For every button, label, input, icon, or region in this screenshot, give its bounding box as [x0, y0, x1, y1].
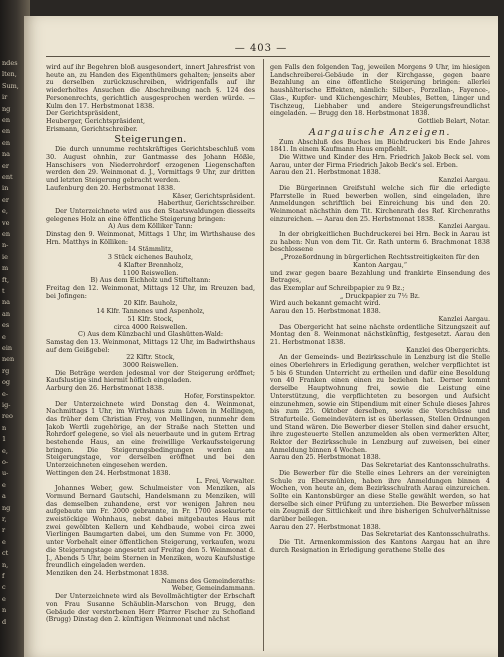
- paragraph: In der obrigkeitlichen Buchdruckerei bei Hrn. Beck in Aarau ist zu haben: Nun von dem Tit. Gr. Rath unterm 6. Brachmonat 1838 beschlossene: [270, 230, 490, 254]
- edge-fragment: es: [2, 321, 10, 330]
- edge-fragment: 1: [2, 435, 7, 444]
- edge-fragment: a: [2, 492, 6, 501]
- centered-line: B) Aus dem Eichholz und Stifteltann:: [90, 276, 211, 285]
- edge-fragment: en: [2, 116, 11, 124]
- edge-fragment: ndes: [2, 59, 18, 67]
- centered-line: „ Druckpapier zu 7½ Bz.: [340, 291, 420, 300]
- paragraph: wird auf ihr Begehren bloß ausgesondert, innert Jahresfrist von heute an, zu Handen des Eigenthümers gehalten; jenseits aber zu derselben zurückzuschreiben, widrigenfalls auf ihr wiederholtes Ansuchen die Abschreibung nach §. 124 des Personenrechts, gerichtlich ausgesprochen werden würde. — Kulm den 17. Herbstmonat 1838.: [46, 64, 255, 110]
- edge-fragment: an: [2, 309, 11, 318]
- edge-fragment: ent: [2, 173, 13, 181]
- edge-fragment: n: [2, 606, 7, 615]
- edge-fragment: en: [2, 230, 11, 238]
- paragraph: Johannes Weber, gew. Schulmeister von Menziken, als Vormund Bernard Gautschi, Handelsmann zu Menziken, will das demselben zuhandene, erst vor wenigen Jahren neu aufgebaute um Fr. 2000 gebrannte, in Fr. 1700 assekurierte zweistöckige Wohnhaus, nebst dabei mitgebautes Haus mit zwei gewölbten Kellern und Kehdbaude, wobei circa zwei Vierlingen Baumgarten dabei, um den Summe von Fr. 3000, unter Vorbehalt einer öffentlichen Steigerung, verkaufen, wozu die Steigerungstage angesetzt auf Freitag den 5. Weinmonat d. J., Abends 5 Uhr, beim Sternen in Menziken, wozu Kaufslustige freundlich eingeladen werden.: [46, 484, 255, 570]
- edge-fragment: in: [2, 184, 9, 193]
- centered-line: 51 Klfr. Stock,: [127, 314, 174, 323]
- paragraph: Die Wittwe und Kinder des Hrn. Friedrich Jakob Beck sel. vom Aarau, unter der Firma Friedrich Jakob Beck's sel. Erben.: [270, 153, 490, 169]
- edge-fragment: n: [2, 423, 7, 432]
- edge-fragment: lten,: [2, 70, 17, 79]
- signature-line: Erismann, Gerichtschreiber.: [46, 124, 138, 133]
- paragraph: Aarau den 21. Herbstmonat 1838.: [270, 168, 381, 177]
- paragraph: Wettingen den 24. Herbstmonat 1838.: [46, 468, 171, 477]
- signature-line: Das Sekretariat des Kantonsschulraths.: [361, 530, 490, 539]
- signature-line: Kanzlei Aargau.: [438, 222, 490, 231]
- edge-fragment: e,: [2, 207, 8, 216]
- centered-line: „Prozeßordnung in bürgerlichen Rechtsstreitigkeiten für den Kanton Aargau,“: [280, 253, 480, 269]
- edge-fragment: ng: [2, 104, 11, 113]
- edge-fragment: t: [2, 287, 5, 295]
- centered-line: 14 Stämmlitz,: [127, 245, 174, 254]
- paragraph: Der Unterzeichnete wird Donstag den 4. Weinmonat, Nachmittags 1 Uhr, im Wirthshaus zum Löwen in Mellingen, das früher dem Christian Frey, von Mellingen, nunmehr dem Jakob Wertli zugehörige, an der Straße nach Stetten und Rohrdorf gelegene, so viel als neuerbaute und in gutem Ertrag bestehende Haus, an eine freiwillige Verkaufssteigerung bringen. Die Steigerungsbedingungen werden am Steigerungstage, vor derselben eröffnet und bei den Unterzeichneten eingesehen werden.: [46, 399, 255, 470]
- signature-line: Haberthur, Gerichtsschreiber.: [157, 199, 255, 208]
- top-rule: [46, 56, 490, 57]
- signature-line: L. Frei, Verwalter.: [196, 476, 255, 485]
- paragraph: und zwar gegen baare Bezahlung und frankirte Einsendung des Betrages,: [270, 268, 490, 285]
- centered-line: 22 Klftr. Stock,: [126, 353, 175, 362]
- section-heading: Steigerungen.: [114, 134, 187, 146]
- edge-fragment: f: [2, 572, 5, 580]
- edge-fragment: rg: [2, 366, 10, 375]
- edge-fragment: c: [2, 583, 6, 592]
- signature-line: Hofer, Forstinspektor.: [184, 391, 255, 400]
- edge-fragment: o-: [2, 458, 9, 466]
- paragraph: Menziken den 24. Herbstmonat 1838.: [46, 569, 169, 577]
- edge-fragment: ct: [2, 549, 9, 558]
- paragraph: Aarau den 15. Herbstmonat 1838.: [270, 307, 381, 316]
- signature-line: Käser, Gerichtspräsident.: [172, 191, 255, 200]
- paragraph: Der Unterzeichnete wird als Bevollmächtigter der Erbschaft von Frau Susanne Schäublin-Marschon von Brugg, den Gebäude der verstorbenen Herr Pfarrer Fischer zu Schofland (Brugg) Dinstag den 2. künftigen Weinmonat und nächst: [46, 592, 255, 624]
- paragraph: Freitag den 12. Weinmonat, Mittags 12 Uhr, im Rreuzen bad, bei Jofingen:: [46, 283, 255, 300]
- edge-fragment: na: [2, 150, 11, 159]
- edge-fragment: ir: [2, 93, 8, 102]
- centered-line: C) Aus dem Künzbachl und Glashütten-Wald:: [77, 330, 224, 339]
- signature-line: Kanzlei Aargau.: [438, 176, 490, 185]
- edge-fragment: n,: [2, 560, 9, 569]
- edge-fragment: n-: [2, 241, 9, 250]
- edge-fragment: r: [2, 526, 6, 535]
- left-column: [46, 64, 255, 653]
- centered-line: 1100 Reiswellen.: [122, 268, 179, 277]
- edge-fragment: e: [2, 537, 6, 546]
- signature-line: Weber, Gemeindammann.: [171, 584, 255, 593]
- paragraph: Aarau den 27. Herbstmonat 1838.: [270, 522, 381, 531]
- edge-fragment: en: [2, 127, 11, 136]
- paragraph: An der Gemeinds- und Bezirksschule in Lenzburg ist die Stelle eines Oberlehrers in Erledigung gerathen, welcher verpflichtet ist 5 bis 6 Stunden Unterricht zu ertheilen und dafür eine Besoldung von 40 Franken einen einen zu beziehen hat. Derner kommt derselbe Hauptwohnung frei, sowie die Leistung eine Unterstützung, die verpflichteten zu besorgen und Aufsicht einzunehmen, sowie ein Stipendium mit einer Schule dieses Jahres bis zum 25. Oktober derselben, sowie die Vorschüsse und Strafurteile. Gemeindevätern ist es überlassen, Stellen Ordnungen und Stand wären. Die Bewerber dieser Stellen sind daher ersucht, ihre zugesteuerte Stellen anzumelden als oben vermerkten Alter, Rektor der Bezirksschule in Lenzburg auf zuweisen, bei einer Anmeldung binnen 4 Wochen.: [270, 353, 490, 454]
- column-separator: [263, 59, 264, 651]
- centered-line: 4 Klafter Brennholz,: [117, 260, 184, 269]
- centered-line: 14 Klfr. Tannenes und Aspenholz,: [96, 307, 205, 316]
- edge-fragment: ft,: [2, 275, 10, 284]
- paragraph: Das Obergericht hat seine nächste ordentliche Sitzungszeit auf Montag den 8. Weinmonat nächstkünftig, festgesetzt. Aarau den 21. Herbstmonat 1838.: [270, 322, 490, 346]
- edge-fragment: na: [2, 298, 11, 307]
- edge-fragment: ig-: [2, 401, 11, 409]
- centered-line: circa 4000 Reiswellen.: [113, 322, 188, 331]
- signature-line: Namens des Gemeinderaths:: [161, 576, 255, 585]
- edge-fragment: e: [2, 594, 6, 603]
- page-number: — 403 —: [234, 43, 288, 54]
- centered-line: A) Aus dem Kölliker Tann:: [108, 222, 193, 231]
- edge-fragment: e-: [2, 389, 9, 398]
- paragraph: Samstag den 13. Weinmonat, Mittags 12 Uhr, im Badwirthshaus auf dem Geißgebel:: [46, 337, 255, 354]
- paragraph: Die durch unnumme rechtskräftiges Gerichtsbeschluß vom 30. August ohnhin, zur Gantmasse des Johann Hößle, Hanschisers von Niederrohrdorf erzogenen Liegenschaften werden den 29. Weinmonat d. J., Vormittags 9 Uhr, zur dritten und letzten Steigerung gebracht werden.: [46, 145, 255, 185]
- paragraph: Zum Abschluß des Buches im Büchdruckeri bis Ende Jahres 1841. In einem Kaufmann Haus empfiehlt.: [270, 137, 490, 154]
- paragraph: Dinstag den 9. Weinmonat, Mittags 1 Uhr, im Wirthshause des Hrn. Matthys in Kölliken:: [46, 230, 255, 246]
- edge-fragment: Sum,: [2, 81, 19, 90]
- edge-fragment: ve: [2, 218, 10, 227]
- signature-line: Kanzlei Aargau.: [438, 314, 490, 323]
- signature-line: Der Gerichtspräsident,: [46, 109, 121, 118]
- edge-fragment: er: [2, 195, 9, 204]
- paragraph: Die Bürgerinnen Greifstuhl welche sich für die erledigte Pfarrstelle in Rued bewerben wollen, sind eingeladen, ihre Anmeldungen schriftlich bei Einreichung bis und den 20. Weinmonat nächsthin dem Tit. Kirchenrath des Ref. Kirchenraths einzureichen. — Aarau den 25. Herbstmonat 1838.: [270, 183, 490, 223]
- edge-fragment: e,: [2, 446, 8, 455]
- paragraph: Laufenburg den 20. Herbstmonat 1838.: [46, 183, 176, 192]
- paragraph: Aarburg den 26. Herbstmonat 1838.: [46, 384, 165, 393]
- centered-line: 3000 Reiswellen.: [122, 361, 179, 370]
- edge-fragment: reo: [2, 412, 13, 421]
- paragraph: Der Unterzeichnete wird aus den Staatswaldungen diesseits gelegenes Holz an eine öffentliche Steigerung bringen:: [46, 206, 255, 223]
- edge-fragment: nen: [2, 355, 15, 364]
- paragraph: Aarau den 25. Herbstmonat 1838.: [270, 453, 381, 462]
- edge-fragment: og: [2, 378, 11, 387]
- edge-fragment: en: [2, 138, 11, 147]
- section-heading: Aargauische Anzeigen.: [309, 126, 451, 138]
- edge-fragment: e: [2, 332, 6, 341]
- signature-line: Kanzlei des Obergerichts.: [406, 345, 490, 354]
- paragraph: das Exemplar auf Schreibpapier zu 9 Bz.;: [270, 283, 405, 292]
- paragraph: Die Bewerber für die Stelle eines Lehrers an der vereinigten Schule zu Ebersmühlen, haben ihre Anmeldungen binnen 4 Wochen, von heute an, dem Bezirksschulrath Aarau einzureichen. Sollte ein Kantonsbürger an diese Stelle gewählt werden, so hat derselbe sich einer Prüfung zu unterziehen. Die Bewerber müssen ein Zeugniß der Sittlichkeit und ihre bisherigen Schulverhältnisse darüber beilegen.: [270, 468, 490, 524]
- paragraph: Die Beträge werden jedesmal vor der Steigerung eröffnet; Kaufslustige sind hiermit höflich eingeladen.: [46, 368, 255, 385]
- edge-fragment: r,: [2, 515, 7, 523]
- edge-fragment: ein: [2, 344, 13, 352]
- signature-line: Heuberger, Gerichtspräsident,: [46, 116, 146, 125]
- signature-line: Gottlieb Belart, Notar.: [417, 116, 490, 125]
- edge-fragment: u-: [2, 469, 9, 478]
- edge-fragment: d: [2, 617, 7, 626]
- centered-line: 20 Klfr. Bauholz,: [123, 299, 178, 308]
- signature-line: Das Sekretariat des Kantonsschulraths.: [361, 461, 490, 470]
- paragraph: gen Falls den folgenden Tag, jeweilen Morgens 9 Uhr, im hiesigen Landschreiberei-Gebäude in der Kirchgasse, gegen baare Bezahlung an eine öffentliche Steigerung bringen: allerlei haushälterische Effekten, nämlich: Silber-, Porzellan-, Fayence-, Glas-, Kupfer- und Küchengeschirr, Meubles, Betten, Linger und Tischzeug, Liebhaber und andere Steigerungsfreundlichst eingeladen. — Brugg den 18. Herbstmonat 1838.: [270, 64, 490, 118]
- edge-fragment: e: [2, 480, 6, 489]
- paragraph: Wird auch bekannt gemacht wird.: [270, 299, 381, 308]
- edge-fragment: m: [2, 264, 9, 273]
- paragraph: Die Tit. Armenkommission des Kantons Aargau hat an ihre durch Resignation in Erledigung gerathene Stelle des: [270, 538, 490, 554]
- edge-fragment: ng: [2, 503, 11, 512]
- newspaper-page: [24, 16, 498, 657]
- edge-fragment: er: [2, 161, 9, 170]
- edge-fragment: ie: [2, 252, 8, 261]
- centered-line: 3 Stück eichenes Bauholz,: [107, 253, 194, 262]
- right-column: [270, 64, 490, 653]
